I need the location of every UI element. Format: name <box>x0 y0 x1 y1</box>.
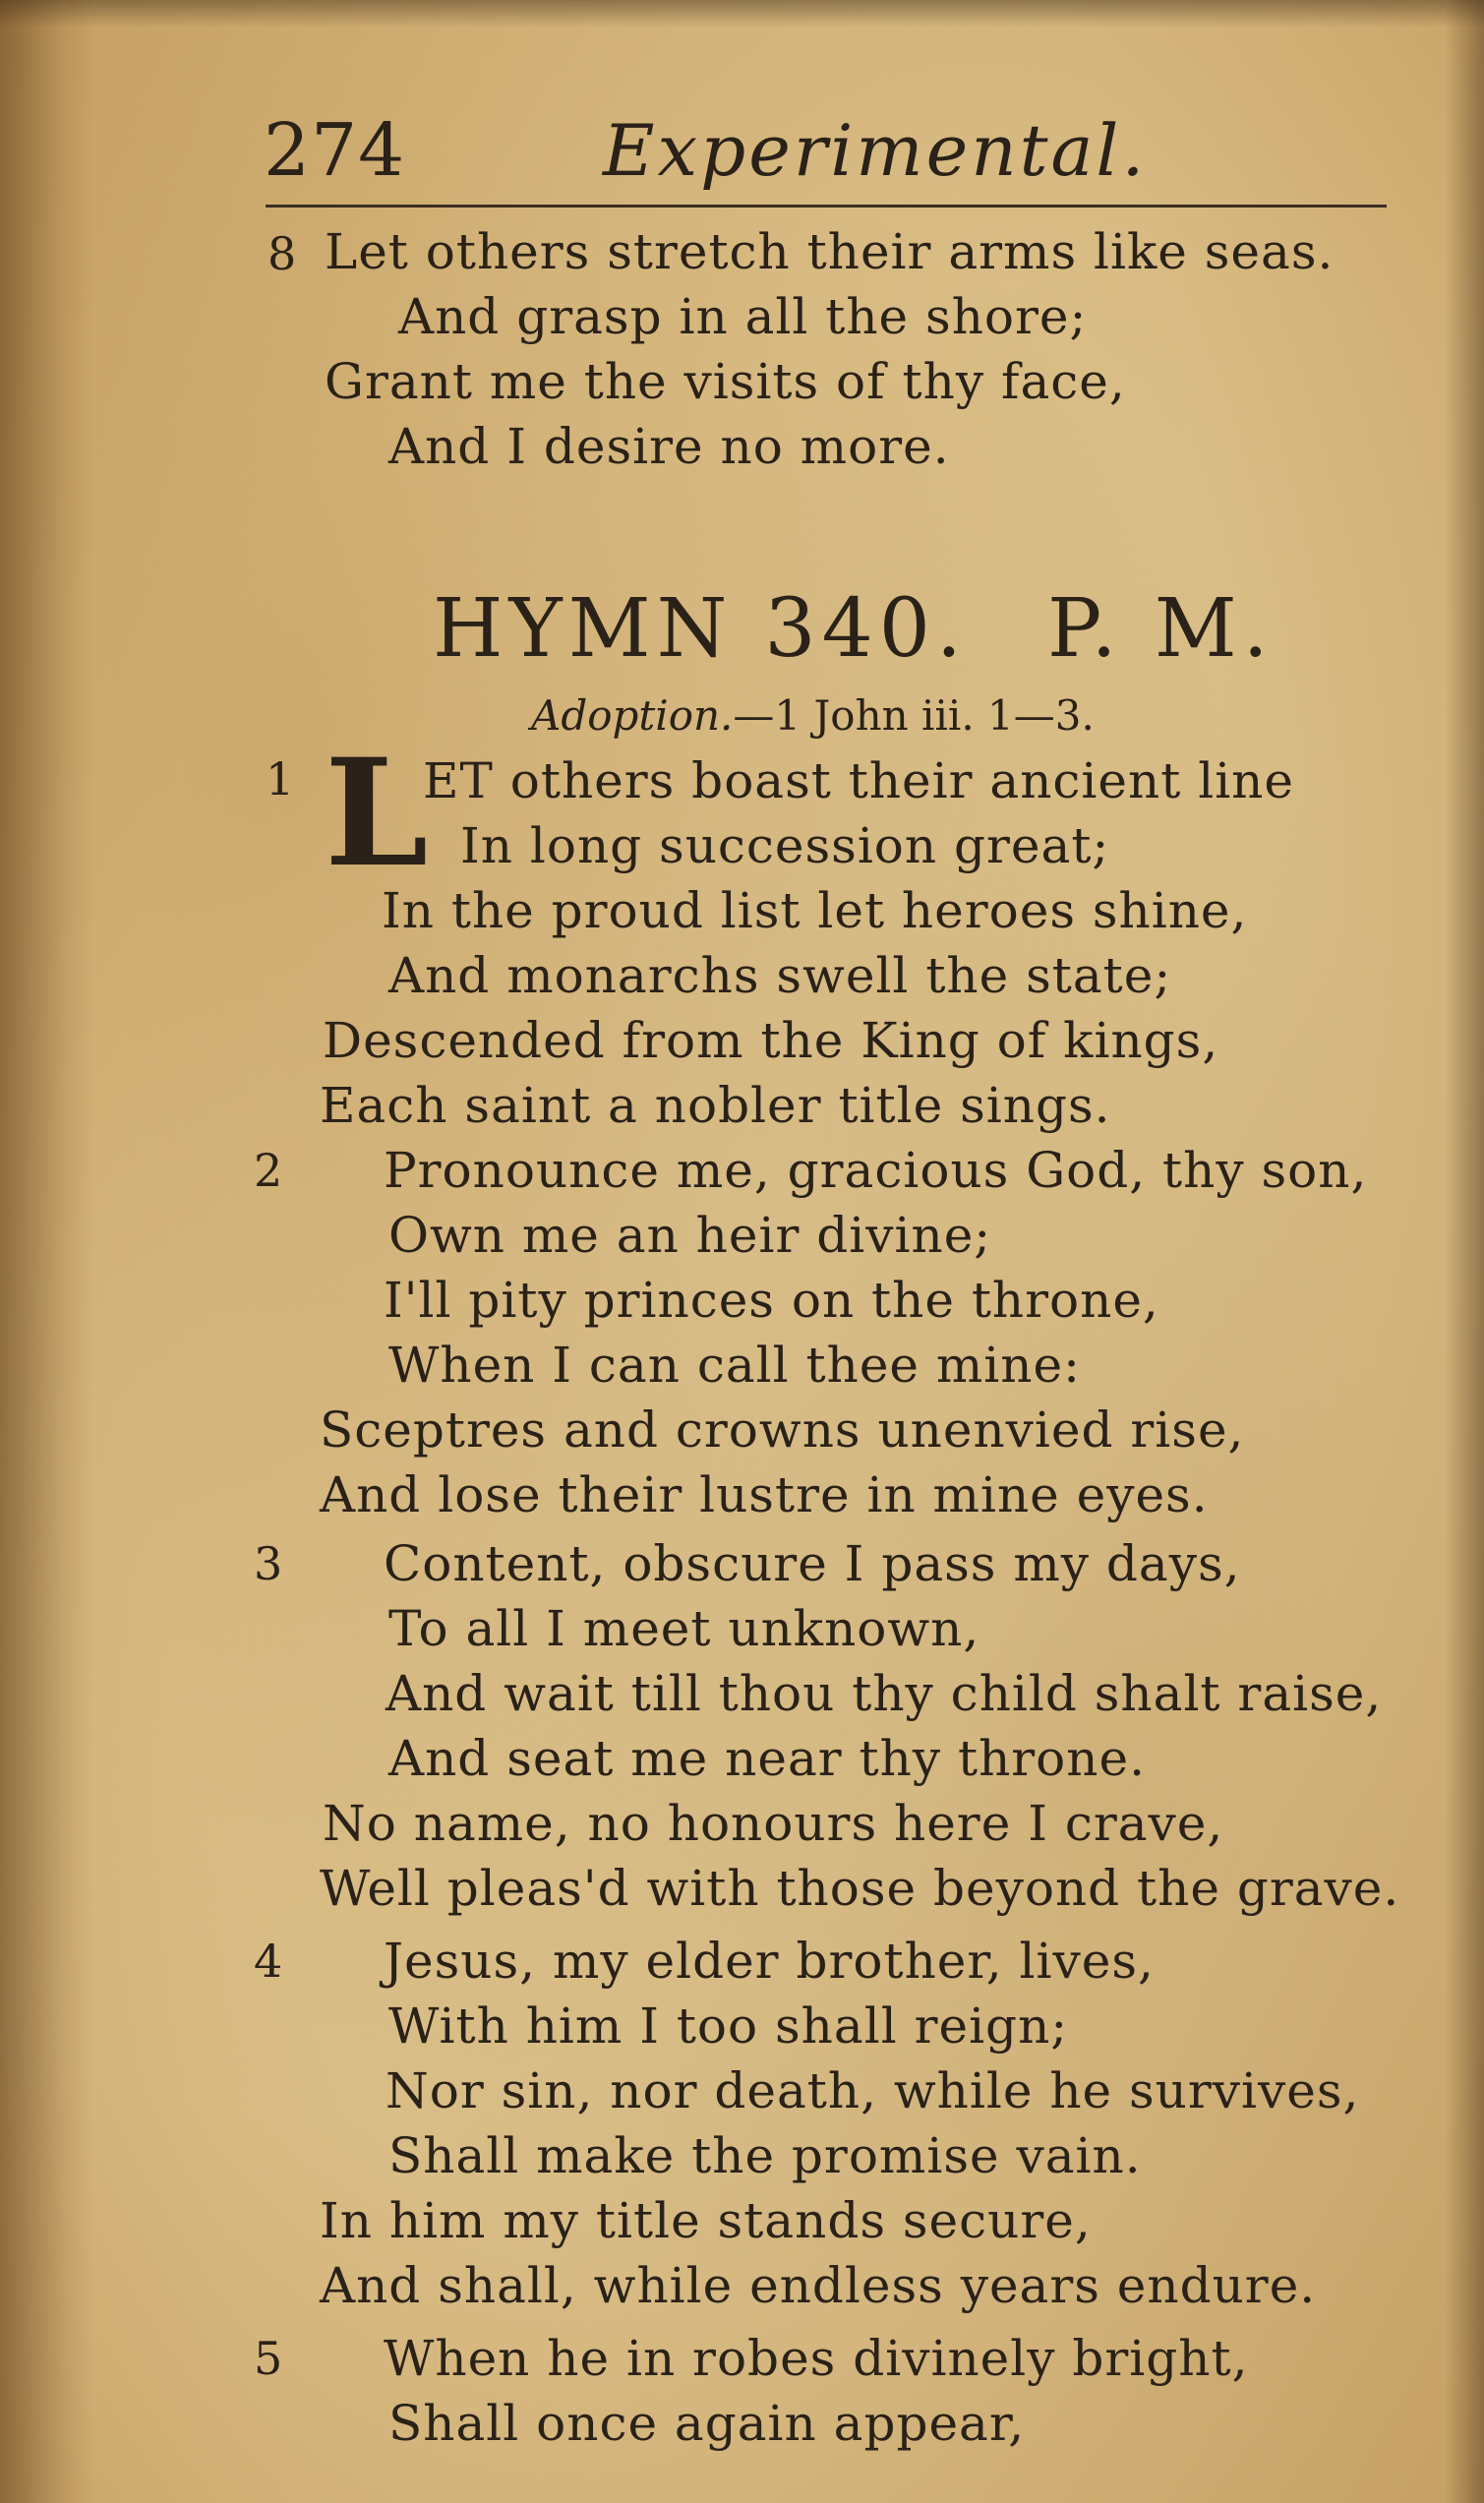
verse-line: Sceptres and crowns unenvied rise, <box>320 1401 1245 1459</box>
verse-line: To all I meet unknown, <box>388 1600 980 1657</box>
page-header <box>264 106 1395 195</box>
verse-line: Let others stretch their arms like seas. <box>325 223 1335 280</box>
subtitle-topic: Adoption. <box>531 691 734 740</box>
stanza-number: 2 <box>254 1144 283 1197</box>
verse-line: And lose their lustre in mine eyes. <box>320 1466 1209 1523</box>
verse-line: Shall once again appear, <box>388 2395 1026 2452</box>
page-number: 274 <box>264 108 406 193</box>
verse-line: Shall make the promise vain. <box>388 2127 1142 2184</box>
verse-line: In him my title stands secure, <box>320 2192 1092 2249</box>
verse-line: No name, no honours here I crave, <box>323 1795 1224 1852</box>
verse-line: When I can call thee mine: <box>388 1337 1081 1394</box>
verse-line: With him I too shall reign; <box>388 1997 1069 2055</box>
verse-line: Jesus, my elder brother, lives, <box>384 1933 1155 1990</box>
drop-cap: L <box>325 727 429 900</box>
running-head: Experimental. <box>603 109 1148 192</box>
stanza-number: 8 <box>267 227 297 280</box>
verse-line: ET others boast their ancient line <box>423 752 1294 809</box>
verse-line: Pronounce me, gracious God, thy son, <box>384 1142 1368 1199</box>
hymn-title: HYMN 340. <box>433 582 968 676</box>
top-edge-shadow <box>0 0 1484 28</box>
verse-line: When he in robes divinely bright, <box>384 2330 1249 2387</box>
subtitle-reference: —1 John iii. 1—3. <box>733 691 1095 740</box>
hymn-meter: P. M. <box>1047 582 1275 676</box>
verse-line: I'll pity princes on the throne, <box>384 1272 1159 1329</box>
stanza-number: 5 <box>254 2332 283 2385</box>
hymn-subtitle <box>531 688 1095 744</box>
verse-line: And wait till thou thy child shalt raise, <box>386 1665 1383 1722</box>
verse-line: And seat me near thy throne. <box>388 1730 1146 1787</box>
verse-line: In the proud list let heroes shine, <box>382 882 1248 939</box>
verse-line: Grant me the visits of thy face, <box>325 353 1126 410</box>
stanza-number: 4 <box>254 1935 283 1988</box>
stanza-number: 1 <box>266 752 295 805</box>
verse-line: Content, obscure I pass my days, <box>384 1535 1241 1592</box>
header-rule <box>266 205 1387 208</box>
verse-line: Well pleas'd with those beyond the grave. <box>320 1860 1400 1917</box>
verse-line: Own me an heir divine; <box>388 1207 992 1264</box>
spine-shadow <box>0 0 93 2503</box>
verse-line: Descended from the King of kings, <box>323 1012 1219 1069</box>
verse-line: In long succession great; <box>460 817 1110 874</box>
verse-line: And grasp in all the shore; <box>398 288 1088 345</box>
stanza-number: 3 <box>254 1537 283 1590</box>
verse-line: Each saint a nobler title sings. <box>320 1077 1111 1134</box>
verse-line: And I desire no more. <box>388 418 950 475</box>
verse-line: And shall, while endless years endure. <box>320 2257 1317 2314</box>
page-edge-shadow <box>1445 0 1484 2503</box>
verse-line: And monarchs swell the state; <box>388 947 1172 1004</box>
verse-line: Nor sin, nor death, while he survives, <box>386 2062 1360 2119</box>
